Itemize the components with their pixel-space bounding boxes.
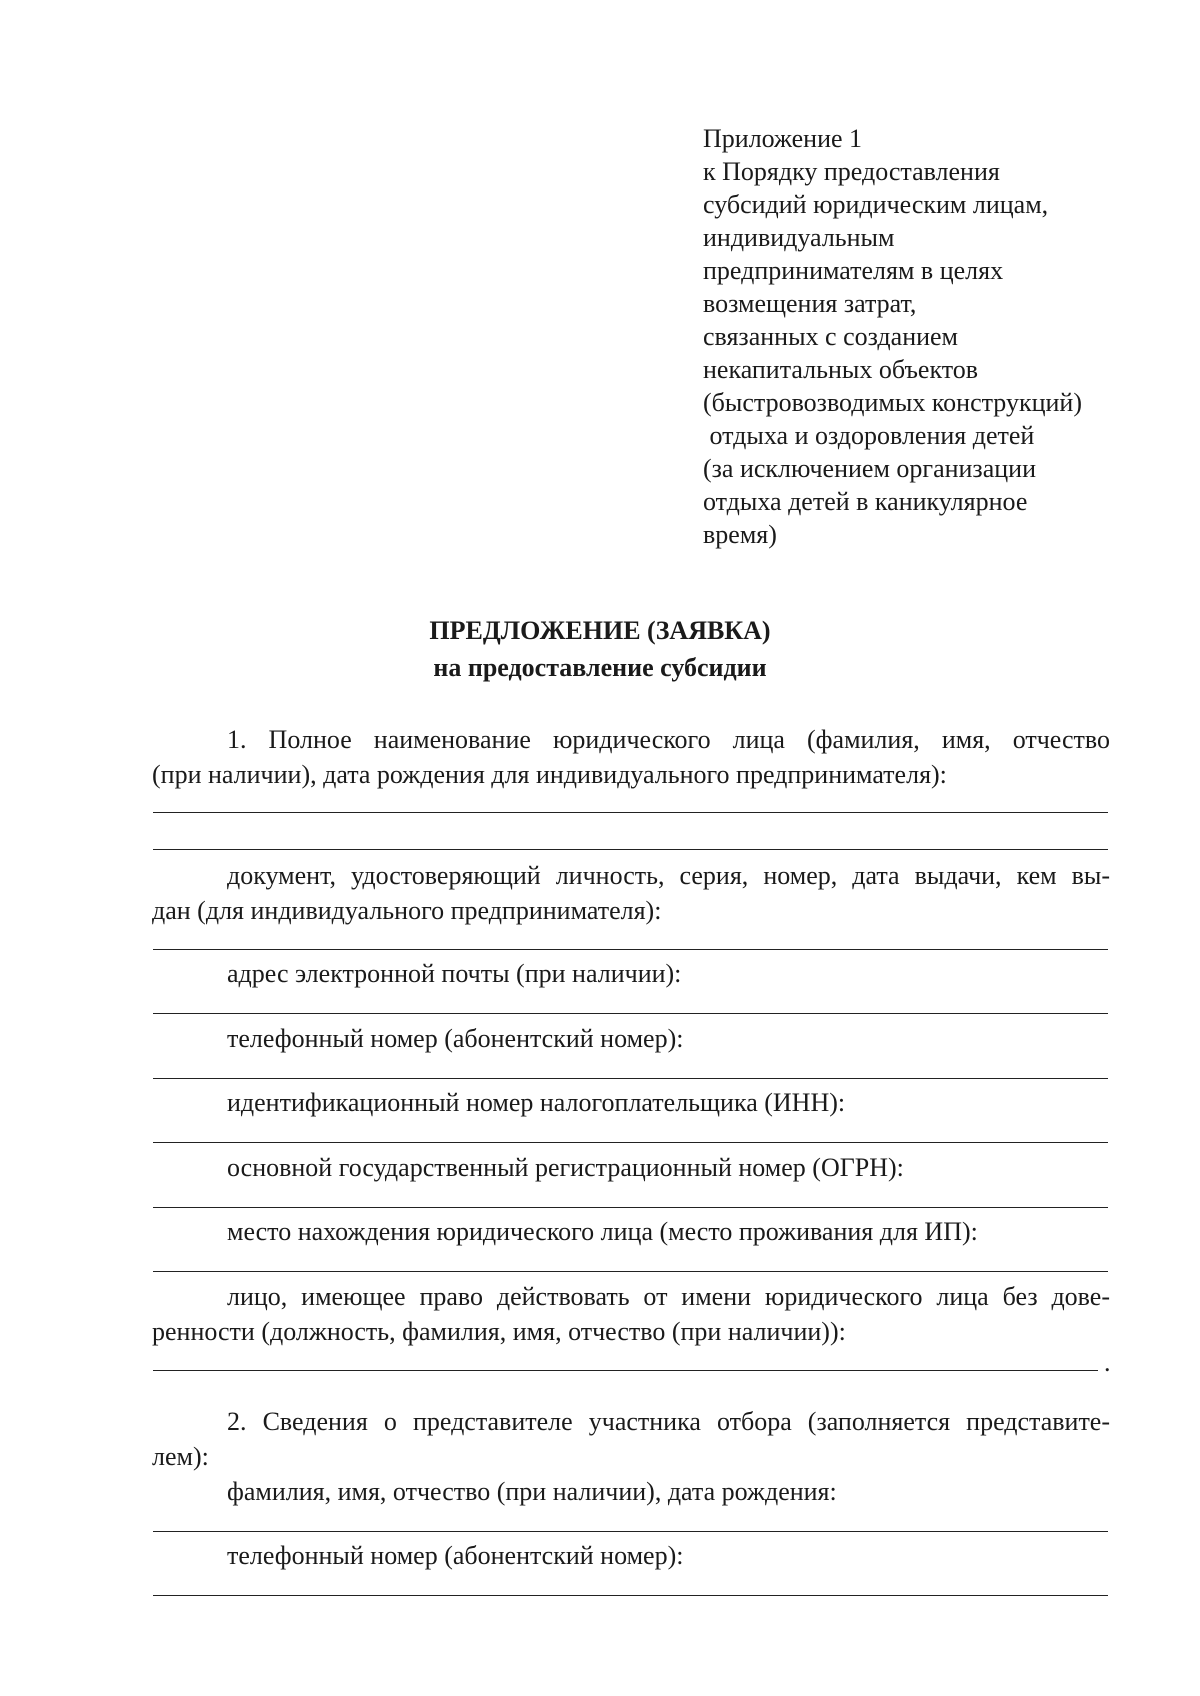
document-label-line2: дан (для индивидуального предпринимателя): — [152, 896, 662, 925]
location-label: место нахождения юридического лица (место проживания для ИП): — [227, 1217, 978, 1246]
end-period: . — [1104, 1348, 1111, 1377]
appendix-line: Приложение 1 — [703, 124, 863, 153]
authorized-label-line2: ренности (должность, фамилия, имя, отчество (при наличии)): — [152, 1317, 846, 1346]
appendix-line: (быстровозводимых конструкций) — [703, 388, 1082, 417]
section2-heading-line1: 2. Сведения о представителе участника отбора (заполняется представите- — [227, 1407, 1110, 1436]
appendix-line: связанных с созданием — [703, 322, 959, 351]
document-label-line1: документ, удостоверяющий личность, серия, номер, дата выдачи, кем вы- — [227, 861, 1110, 890]
fill-line-phone[interactable] — [153, 1078, 1108, 1079]
fill-line-name-2[interactable] — [153, 849, 1108, 850]
fill-line-representative-phone[interactable] — [153, 1595, 1108, 1596]
appendix-line: отдыха и оздоровления детей — [703, 421, 1035, 450]
appendix-line: индивидуальным — [703, 223, 895, 252]
appendix-line: (за исключением организации — [703, 454, 1036, 483]
appendix-line: субсидий юридическим лицам, — [703, 190, 1049, 219]
fill-line-location[interactable] — [153, 1271, 1108, 1272]
fill-line-ogrn[interactable] — [153, 1207, 1108, 1208]
section1-heading-line1: 1. Полное наименование юридического лица (фамилия, имя, отчество — [227, 725, 1110, 754]
appendix-block — [703, 122, 1133, 551]
appendix-line: некапитальных объектов — [703, 355, 979, 384]
section2-heading-line2: лем): — [152, 1442, 209, 1471]
appendix-line: предпринимателям в целях — [703, 256, 1004, 285]
fill-line-inn[interactable] — [153, 1142, 1108, 1143]
fill-line-authorized[interactable] — [153, 1370, 1098, 1371]
appendix-line: отдыха детей в каникулярное — [703, 487, 1028, 516]
representative-fio-label: фамилия, имя, отчество (при наличии), дата рождения: — [227, 1477, 837, 1506]
inn-label: идентификационный номер налогоплательщика (ИНН): — [227, 1088, 846, 1117]
appendix-line: к Порядку предоставления — [703, 157, 1000, 186]
fill-line-email[interactable] — [153, 1013, 1108, 1014]
fill-line-name-1[interactable] — [153, 812, 1108, 813]
ogrn-label: основной государственный регистрационный номер (ОГРН): — [227, 1153, 904, 1182]
fill-line-document[interactable] — [153, 949, 1108, 950]
appendix-line: время) — [703, 520, 777, 549]
fill-line-representative-fio[interactable] — [153, 1531, 1108, 1532]
authorized-label-line1: лицо, имеющее право действовать от имени юридического лица без дове- — [227, 1282, 1110, 1311]
document-subtitle: на предоставление субсидии — [433, 653, 767, 682]
document-title: ПРЕДЛОЖЕНИЕ (ЗАЯВКА) — [429, 616, 771, 645]
email-label: адрес электронной почты (при наличии): — [227, 959, 682, 988]
section1-heading-line2: (при наличии), дата рождения для индивидуального предпринимателя): — [152, 760, 947, 789]
appendix-line: возмещения затрат, — [703, 289, 917, 318]
representative-phone-label: телефонный номер (абонентский номер): — [227, 1541, 684, 1570]
phone-label: телефонный номер (абонентский номер): — [227, 1024, 684, 1053]
